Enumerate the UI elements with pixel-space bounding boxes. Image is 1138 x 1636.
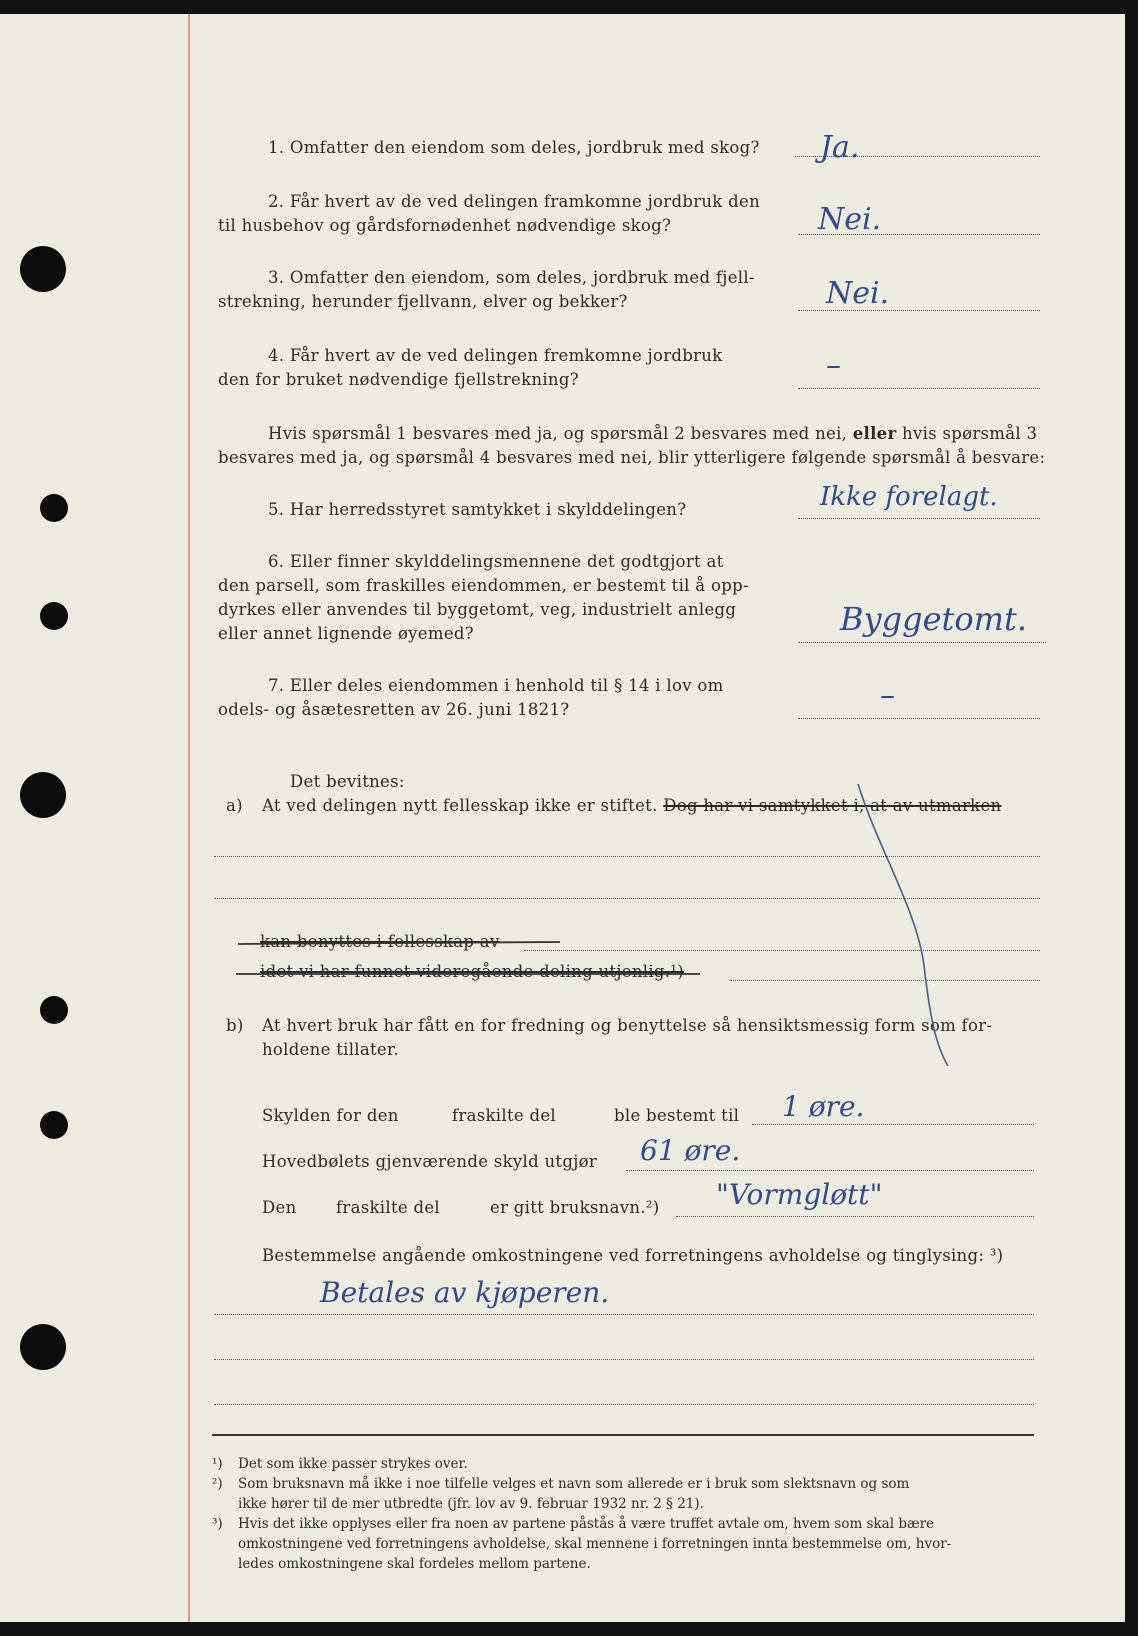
footnote-2-line1: Som bruksnavn må ikke i noe tilfelle velges et navn som allerede er i bruk som slektsnavn og som [238,1476,910,1492]
pen-strike-marks [0,14,1125,1622]
bevitnes-a-struck: Dog har vi samtykket i, at av utmarken [663,796,1002,815]
skyld-answer-4: Betales av kjøperen. [320,1276,610,1309]
answer-2: Nei. [818,202,882,237]
answer-7: – [880,678,895,713]
footnote-3-line1: Hvis det ikke opplyses eller fra noen av partene påstås å være truffet avtale om, hvem som skal bære [238,1516,935,1532]
question-4-line1: 4. Får hvert av de ved delingen fremkomne jordbruk [268,346,723,365]
answer-5: Ikke forelagt. [820,482,998,512]
intro-line2: besvares med ja, og spørsmål 4 besvares med nei, blir ytterligere følgende spørsmål å besvare: [218,448,1046,467]
bevitnes-b-line2: holdene tillater. [262,1040,399,1059]
intro-text-c: hvis spørsmål 3 [902,424,1038,443]
skyld-line2: Hovedbølets gjenværende skyld utgjør [262,1152,598,1171]
question-3-line2: strekning, herunder fjellvann, elver og bekker? [218,292,628,311]
answer-6: Byggetomt. [840,600,1027,638]
answer-3: Nei. [826,276,890,311]
question-2-line2: til husbehov og gårdsfornødenhet nødvendige skog? [218,216,672,235]
question-5-text: 5. Har herredsstyret samtykket i skylddelingen? [268,500,687,519]
question-1-text: 1. Omfatter den eiendom som deles, jordbruk med skog? [268,138,760,157]
skyld-answer-1: 1 øre. [782,1090,865,1123]
question-3-line1: 3. Omfatter den eiendom, som deles, jordbruk med fjell- [268,268,755,287]
footnote-1-mark: ¹) [212,1456,223,1472]
question-2-line1: 2. Får hvert av de ved delingen framkomne jordbruk den [268,192,761,211]
struck-line-3: idet vi har funnet videregående deling utjenlig.¹) [260,962,684,981]
struck-line-2: kan benyttes i fellesskap av [260,932,500,951]
skyld-line1-b: fraskilte del [452,1106,556,1125]
skyld-line1-a: Skylden for den [262,1106,399,1125]
intro-text-a: Hvis spørsmål 1 besvares med ja, og spørsmål 2 besvares med nei, [268,424,848,443]
skyld-line4: Bestemmelse angående omkostningene ved forretningens avholdelse og tinglysing: ³) [262,1246,1004,1265]
footnote-3-mark: ³) [212,1516,223,1532]
footnote-2-line2: ikke hører til de mer utbredte (jfr. lov av 9. februar 1932 nr. 2 § 21). [238,1496,704,1512]
intro-emphasis: eller [852,424,897,443]
skyld-line3-b: fraskilte del [336,1198,440,1217]
question-6-line3: dyrkes eller anvendes til byggetomt, veg, industrielt anlegg [218,600,737,619]
question-7-line2: odels- og åsætesretten av 26. juni 1821? [218,700,570,719]
bevitnes-a-text: At ved delingen nytt fellesskap ikke er stiftet. [262,796,658,815]
footnote-3-line3: ledes omkostningene skal fordeles mellom partene. [238,1556,591,1572]
bevitnes-b-line1: At hvert bruk har fått en for fredning og benyttelse så hensiktsmessig form som for- [262,1016,993,1035]
skyld-line3-a: Den [262,1198,297,1217]
bevitnes-b-label: b) [226,1016,244,1035]
question-7-line1: 7. Eller deles eiendommen i henhold til § 14 i lov om [268,676,724,695]
question-6-line1: 6. Eller finner skylddelingsmennene det godtgjort at [268,552,724,571]
question-6-line2: den parsell, som fraskilles eiendommen, er bestemt til å opp- [218,576,749,595]
answer-1: Ja. [820,130,860,165]
footnote-1: Det som ikke passer strykes over. [238,1456,468,1472]
footnote-2-mark: ²) [212,1476,223,1492]
bevitnes-heading: Det bevitnes: [290,772,405,791]
skyld-line1-c: ble bestemt til [614,1106,740,1125]
question-6-line4: eller annet lignende øyemed? [218,624,474,643]
skyld-answer-2: 61 øre. [640,1134,741,1167]
footnote-3-line2: omkostningene ved forretningens avholdelse, skal mennene i forretningen innta bestemmelse om, hvor- [238,1536,952,1552]
bevitnes-a-label: a) [226,796,243,815]
answer-4: – [826,348,841,383]
skyld-answer-3: "Vormgløtt" [716,1178,883,1211]
question-4-line2: den for bruket nødvendige fjellstrekning? [218,370,579,389]
skyld-line3-c: er gitt bruksnavn.²) [490,1198,660,1217]
document-page [0,14,1125,1622]
